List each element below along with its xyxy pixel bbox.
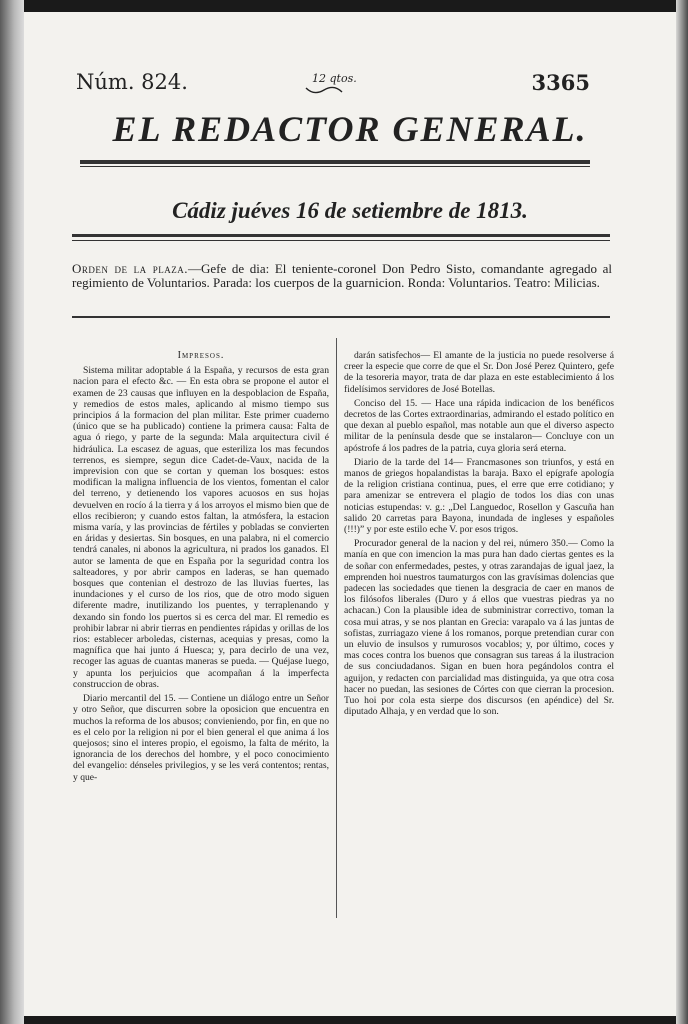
dateline: Cádiz juéves 16 de setiembre de 1813. (172, 198, 528, 223)
page-number: 3365 (531, 70, 590, 95)
newspaper-page (24, 12, 676, 1016)
paragraph: Conciso del 15. — Hace una rápida indicacion de los benéficos decretos de las Cortes extraordinarias, admirando el estado político en que dexan al pueblo español, mas notable aun que el diverso aspecto militar de la península desde que se instalaron— Concluye con un apóstrofe á los padres de la patria, cuya gloria será eterna. (344, 397, 614, 454)
section-heading-impresos: Impresos. (177, 350, 225, 361)
right-column (344, 350, 614, 721)
column-divider (336, 338, 337, 918)
left-column (73, 350, 329, 786)
orden-de-la-plaza (72, 262, 612, 290)
section-rule (72, 316, 610, 318)
page-edge-shadow (676, 0, 688, 1024)
masthead-rule-thick (80, 160, 590, 164)
paragraph: darán satisfechos— El amante de la justicia no puede resolverse á creer la especie que corre de que el Sr. Don José Perez Quintero, gefe de la tesoreria mayor, trata de dar plaza en este establecimiento á los fidelísimos servidores de José Botellas. (344, 350, 614, 395)
masthead-title: EL REDACTOR GENERAL. (112, 109, 588, 149)
paragraph: Diario de la tarde del 14— Francmasones son triunfos, y está en manos de griegos hopalandistas la baraja. Baxo el epígrafe apología de la religion cristiana continua, pues, el erre que erre cotidiano; y para amenizar se entrevera el plagio de todos los dias con unas noticias estupendas: v. g.: „Del Languedoc, Rosellon y Gascuña han salido 20 carretas para Bayona, inundada de ingleses y españoles (!!!)” y por este estilo eche V. por esos trigos. (344, 456, 614, 536)
paragraph: Diario mercantil del 15. — Contiene un diálogo entre un Señor y otro Señor, que discurren sobre la oposicion que encuentra en muchos la reforma de los abusos; convieniendo, por fin, en que no es el celo por la religion ni por el bien general el que anima á los quejosos; sino el interes propio, el egoismo, la falta de mérito, la ignorancia de los derechos del hombre, y el poco conocimiento del evangelio: dénseles privilegios, y se les verá contentos; rentas, y que- (73, 693, 329, 783)
orden-text: —Gefe de dia: El teniente-coronel Don Pedro Sisto, comandante agregado al regimiento de Voluntarios. Parada: los cuerpos de la guarnicion. Ronda: Voluntarios. Teatro: Milicias. (72, 261, 612, 290)
paragraph: Sistema militar adoptable á la España, y recursos de esta gran nacion para el efecto &c. — En esta obra se propone el autor el examen de 23 causas que influyen en la despoblacion de España, y remedios de estos males, aplicando al mismo tiempo sus principios á la formacion del plan militar. Este primer cuaderno (único que se ha publicado) contiene la primera causa: Falta de agua ó riego, y parte de la segunda: Mala arquitectura civil é hidráulica. La escasez de aguas, que esteriliza los mas fecundos terrenos, es siempre, segun dice Cadet-de-Vaux, nacida de la imprevision con que se cortan y queman los bosques: estos modifican la maligna influencia de los vientos, fomentan el calor del terreno, y detienendo los vapores acuosos en sus hojas devuelven en rocío á la tierra y á los arroyos el mismo bien que de ellos recibieron; y cuando estos faltan, la atmósfera, la estacion misma varía, y las provincias de fértiles y pobladas se convierten en áridas y desiertas. Sin bosques, en una palabra, ni el comercio tendrá canales, ni abonos la agricultura, ni prados los ganados. El autor se lamenta de que en España por la seguridad contra los salteadores, y por abrir campos en laderas, se han quemado bosques que contenian el destrozo de las lluvias fuertes, las inundaciones y el curso de los rios, que de otro modo siguen diferente madre, inutilizando los puentes, y terraplenando y dexando sin fondo los puertos si es cerca del mar. El remedio es prohibir labrar ni abrir tierras en pendientes rápidas y orillas de los rios: establecer arboledas, cisternas, acequias y presas, como la magnífica que hai junto á Huesca; y, para decirlo de una vez, recoger las aguas de cuantas maneras se pueda. — Quéjase luego, y apunta los perjuicios que acompañan á la imperfecta construccion de obras. (73, 365, 330, 690)
masthead-rule-thin (80, 166, 590, 167)
book-spine-shadow (0, 0, 24, 1024)
price-label: 12 qtos. (312, 72, 357, 85)
paragraph: Procurador general de la nacion y del rei, número 350.— Como la manía en que con imencion la mas pura han dado ciertas gentes es la de soñar con enfermedades, pestes, y otras zarandajas de igual jaez, la emprenden hoi nuestros taumaturgos con las gravísimas dolencias que padecen las sociedades que tienen la desgracia de caer en manos de los filósofos liberales (Duro y á ellos que vuestras piedras ya no achacan.) Con la plausible idea de subministrar correctivo, toman la cosa mui atras, y se nos plantan en Grecia: varapalo va á las juntas de sofistas, zurriagazo viene á los romanos, porque pretendian curar con un eluvio de insulsos y rumurosos vocablos; y, por último, coces y mas coces contra los buenos que consagran sus tareas á la ilustracion de sus conciudadanos. Sigan en buen hora pegándolos contra el aguijon, y redacten con parcialidad mas distinguida, ya que otra cosa hacer no puedan, las sesiones de Córtes con que cierran la procesion. Tuo hoi por cola esta sierpe dos discursos (en apéndice) del Sr. diputado Alhaja, y en verdad que lo son. (344, 538, 614, 718)
issue-number: Núm. 824. (76, 70, 188, 94)
header-bar (76, 70, 590, 100)
dateline-rule-thick (72, 234, 610, 237)
orden-lead: Orden de la plaza. (72, 261, 188, 276)
dateline-rule-thin (72, 240, 610, 241)
ornament-swash-icon (304, 84, 344, 96)
